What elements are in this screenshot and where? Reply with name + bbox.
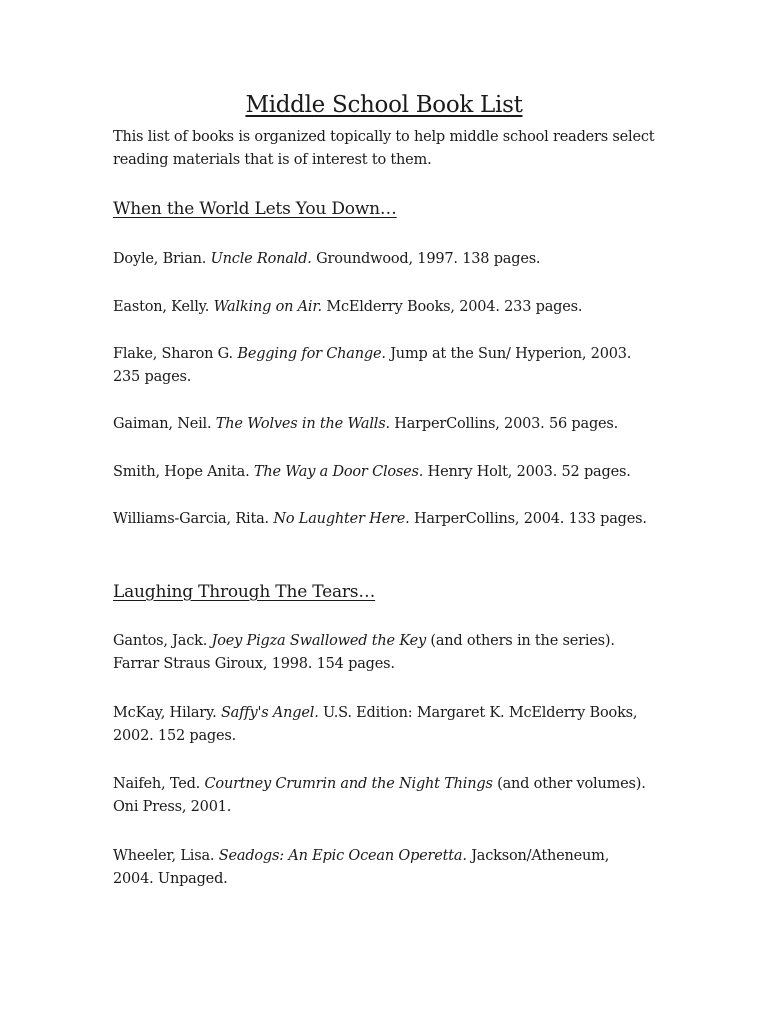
book-author: Gantos, Jack. xyxy=(113,633,208,649)
book-title: Begging for Change. xyxy=(237,346,386,362)
book-details: HarperCollins, 2004. 133 pages. xyxy=(413,511,647,527)
intro-paragraph: This list of books is organized topically to help middle school readers select reading materials that is of interest to them. xyxy=(113,129,655,168)
book-entry xyxy=(113,508,648,531)
book-title: Uncle Ronald. xyxy=(210,251,312,267)
book-author: Easton, Kelly. xyxy=(113,299,210,315)
book-title: The Way a Door Closes. xyxy=(253,464,424,480)
book-entry xyxy=(113,248,648,271)
book-details: McElderry Books, 2004. 233 pages. xyxy=(326,299,583,315)
book-details: Groundwood, 1997. 138 pages. xyxy=(316,251,541,267)
book-details: U.S. Edition: Margaret K. McElderry Books, 2002. 152 pages. xyxy=(113,705,638,744)
book-title: Saffy's Angel. xyxy=(220,705,319,721)
book-details: (and other volumes). Oni Press, 2001. xyxy=(113,776,646,815)
book-author: Doyle, Brian. xyxy=(113,251,207,267)
book-author: Naifeh, Ted. xyxy=(113,776,201,792)
section-heading: When the World Lets You Down… xyxy=(113,199,397,219)
book-title: No Laughter Here. xyxy=(273,511,410,527)
book-author: Wheeler, Lisa. xyxy=(113,848,215,864)
book-author: Williams-Garcia, Rita. xyxy=(113,511,269,527)
book-title: Walking on Air. xyxy=(213,299,322,315)
book-entry xyxy=(113,773,648,819)
book-entry xyxy=(113,845,648,891)
book-author: Gaiman, Neil. xyxy=(113,416,212,432)
book-entry xyxy=(113,296,648,319)
book-title: Joey Pigza Swallowed the Key xyxy=(211,633,426,649)
book-author: Smith, Hope Anita. xyxy=(113,464,250,480)
book-entry xyxy=(113,461,648,484)
book-details: (and others in the series). Farrar Straus Giroux, 1998. 154 pages. xyxy=(113,633,615,672)
book-entry xyxy=(113,630,648,676)
book-details: Jump at the Sun/ Hyperion, 2003. 235 pages. xyxy=(113,346,632,385)
book-details: Henry Holt, 2003. 52 pages. xyxy=(427,464,631,480)
section-heading: Laughing Through The Tears… xyxy=(113,582,376,602)
book-details: Jackson/Atheneum, 2004. Unpaged. xyxy=(113,848,610,887)
book-entry xyxy=(113,702,648,748)
book-title: The Wolves in the Walls. xyxy=(215,416,390,432)
book-title: Seadogs: An Epic Ocean Operetta. xyxy=(218,848,467,864)
book-details: HarperCollins, 2003. 56 pages. xyxy=(394,416,619,432)
book-entry xyxy=(113,413,648,436)
book-title: Courtney Crumrin and the Night Things xyxy=(204,776,493,792)
book-author: McKay, Hilary. xyxy=(113,705,217,721)
book-entry xyxy=(113,343,648,389)
page-title: Middle School Book List xyxy=(245,92,523,118)
book-author: Flake, Sharon G. xyxy=(113,346,233,362)
